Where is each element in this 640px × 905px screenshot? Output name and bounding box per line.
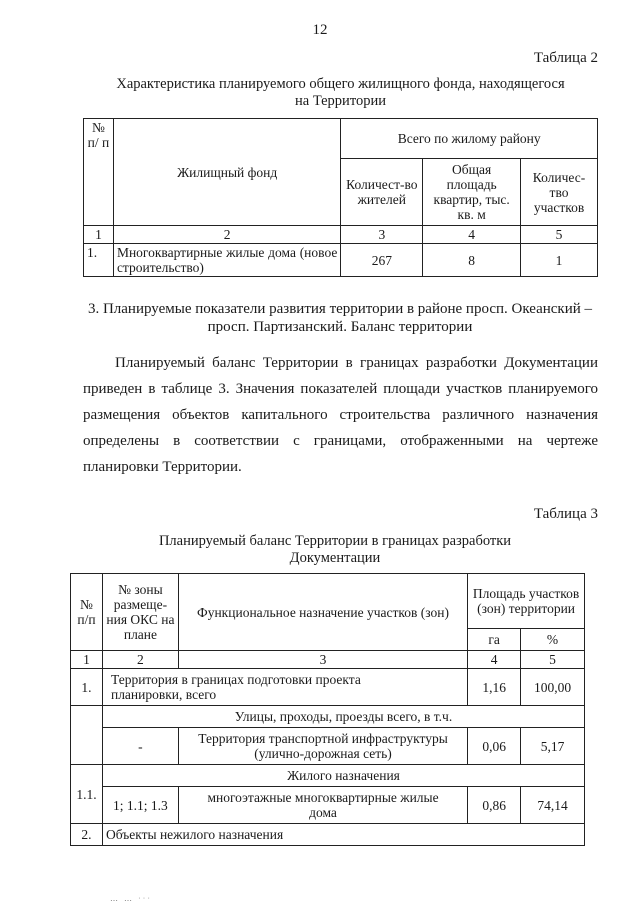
table-cell: 100,00 xyxy=(521,669,585,706)
table2-title xyxy=(83,76,598,110)
paragraph-line: планировки Территории. xyxy=(83,459,242,475)
table2-header-area: Общая площадь квартир, тыс. кв. м xyxy=(423,159,521,226)
table-row xyxy=(71,669,585,706)
paragraph-line: определены в соответствии с границами, отображенными на чертеже xyxy=(83,433,598,449)
table-cell: 1 xyxy=(521,244,598,277)
paragraph-line: размещения объектов капитального строительства различного назначения xyxy=(83,407,598,423)
table-cell: 1 xyxy=(84,226,114,244)
table-cell: Улицы, проходы, проезды всего, в т.ч. xyxy=(102,706,584,728)
table3-title-line1: Планируемый баланс Территории в границах разработки xyxy=(158,533,512,549)
table-cell: Объекты нежилого назначения xyxy=(102,824,584,846)
table3-header-purpose: Функциональное назначение участков (зон) xyxy=(178,574,467,651)
table-row xyxy=(84,244,598,277)
table2-header-group: Всего по жилому району xyxy=(341,119,598,159)
table2-label: Таблица 2 xyxy=(533,50,598,66)
table-row xyxy=(71,824,585,846)
table3-header-zone: № зоны размеще-ния ОКС на плане xyxy=(102,574,178,651)
table-row xyxy=(84,226,598,244)
table3-header-ha: га xyxy=(468,629,521,651)
table-cell xyxy=(71,728,103,765)
table-cell: 1. xyxy=(71,669,103,706)
table-cell: Территория в границах подготовки проекта планировки, всего xyxy=(102,669,467,706)
table-cell: Жилого назначения xyxy=(102,765,584,787)
section3-heading xyxy=(70,300,610,336)
table-cell: 8 xyxy=(423,244,521,277)
page-number: 12 xyxy=(312,22,328,38)
table2 xyxy=(83,118,598,277)
table2-header-fund: Жилищный фонд xyxy=(113,119,340,226)
table-cell: Многоквартирные жилые дома (новое строительство) xyxy=(113,244,340,277)
table-cell: 0,06 xyxy=(468,728,521,765)
table2-header-plots: Количес-тво участков xyxy=(521,159,598,226)
table3 xyxy=(70,573,585,846)
table-cell: 1. xyxy=(84,244,114,277)
table-cell: многоэтажные многоквартирные жилые дома xyxy=(178,787,467,824)
paragraph-line: приведен в таблице 3. Значения показателей площади участков планируемого xyxy=(83,381,598,397)
table-cell: Территория транспортной инфраструктуры (улично-дорожная сеть) xyxy=(178,728,467,765)
table-cell: 5,17 xyxy=(521,728,585,765)
table-row xyxy=(84,119,598,159)
table-row xyxy=(71,765,585,787)
table-cell: 2 xyxy=(102,651,178,669)
table2-title-line1: Характеристика планируемого общего жилищного фонда, находящегося xyxy=(116,76,565,92)
scan-marks: ⋯ ⋯ ˙˙˙ xyxy=(110,896,152,905)
table2-title-line2: на Территории xyxy=(295,93,386,109)
table3-header-num: № п/п xyxy=(71,574,103,651)
table-cell: 1,16 xyxy=(468,669,521,706)
table-cell: 267 xyxy=(341,244,423,277)
table-cell: - xyxy=(102,728,178,765)
table2-header-residents: Количест-во жителей xyxy=(341,159,423,226)
section3-heading-line2: просп. Партизанский. Баланс территории xyxy=(207,319,473,335)
table-row xyxy=(71,787,585,824)
table3-header-area: Площадь участков (зон) территории xyxy=(468,574,585,629)
table-cell: 3 xyxy=(341,226,423,244)
section3-heading-line1: 3. Планируемые показатели развития территории в районе просп. Океанский – xyxy=(87,301,593,317)
table3-title-line2: Документации xyxy=(289,550,381,566)
table-row xyxy=(71,574,585,629)
table-cell: 1 xyxy=(71,651,103,669)
table-row xyxy=(71,651,585,669)
table2-header-num: № п/ п xyxy=(84,119,114,226)
table-cell: 5 xyxy=(521,226,598,244)
body-paragraph xyxy=(83,350,598,480)
table-cell: 1.1. xyxy=(71,765,103,824)
paragraph-line: Планируемый баланс Территории в границах разработки Документации xyxy=(115,355,598,371)
table3-header-pct: % xyxy=(521,629,585,651)
table-cell xyxy=(71,706,103,728)
table-cell: 2 xyxy=(113,226,340,244)
table-cell: 4 xyxy=(423,226,521,244)
table-cell: 5 xyxy=(521,651,585,669)
table3-title xyxy=(70,533,600,567)
table-cell: 1; 1.1; 1.3 xyxy=(102,787,178,824)
table-cell: 3 xyxy=(178,651,467,669)
table-cell: 4 xyxy=(468,651,521,669)
table-cell: 2. xyxy=(71,824,103,846)
table-row xyxy=(71,706,585,728)
table-row xyxy=(71,728,585,765)
table3-label: Таблица 3 xyxy=(533,506,598,522)
table-cell: 0,86 xyxy=(468,787,521,824)
table-cell: 74,14 xyxy=(521,787,585,824)
